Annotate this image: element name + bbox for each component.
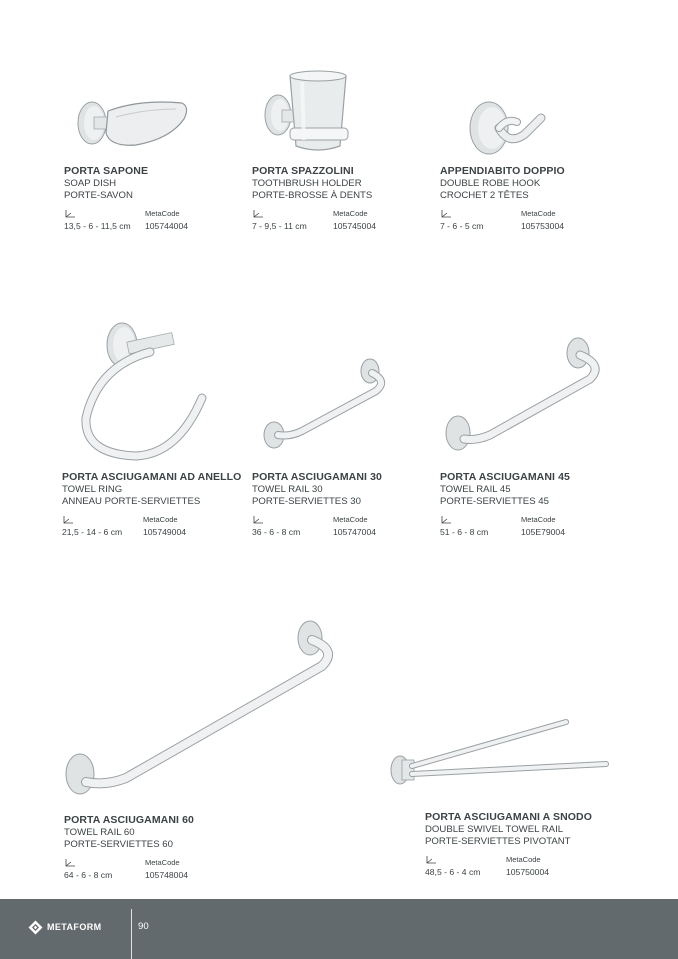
product-subtitle-en: SOAP DISH: [64, 177, 117, 189]
dimensions-icon: [440, 515, 452, 525]
product-code: 105744004: [145, 220, 189, 231]
metacode-label: MetaCode: [506, 854, 541, 864]
product-subtitle-en: DOUBLE ROBE HOOK: [440, 177, 541, 189]
towel-rail-60-image: [62, 618, 342, 803]
product-title: PORTA ASCIUGAMANI 45: [440, 471, 570, 483]
brand-logo: [28, 919, 102, 935]
robe-hook-image: [465, 98, 550, 160]
brand-name: METAFORM: [47, 922, 102, 932]
product-subtitle-fr: PORTE-SERVIETTES PIVOTANT: [425, 836, 571, 847]
toothbrush-holder-image: [262, 70, 362, 165]
product-dimensions: 13,5 - 6 - 11,5 cm: [64, 220, 131, 231]
product-title: PORTA ASCIUGAMANI 60: [64, 814, 194, 826]
metaform-diamond-logo: [28, 920, 43, 935]
dimensions-icon: [252, 515, 264, 525]
product-info: [425, 811, 625, 880]
product-subtitle-fr: PORTE-SAVON: [64, 190, 133, 201]
metacode-label: MetaCode: [333, 208, 368, 218]
product-subtitle-en: TOWEL RING: [62, 483, 123, 495]
metacode-label: MetaCode: [521, 514, 556, 524]
product-code: 105747004: [333, 526, 377, 537]
product-dimensions: 36 - 6 - 8 cm: [252, 526, 301, 537]
swivel-towel-rail-image: [388, 712, 614, 792]
product-subtitle-en: TOWEL RAIL 45: [440, 483, 511, 495]
product-subtitle-fr: ANNEAU PORTE-SERVIETTES: [62, 496, 201, 507]
product-subtitle-fr: PORTE-SERVIETTES 45: [440, 496, 549, 507]
product-title: PORTA SAPONE: [64, 165, 149, 177]
dimensions-icon: [252, 209, 264, 219]
product-code: 105753004: [521, 220, 565, 231]
product-subtitle-en: DOUBLE SWIVEL TOWEL RAIL: [425, 823, 564, 835]
product-info: [62, 471, 262, 540]
product-code: 105748004: [145, 869, 189, 880]
product-info: [440, 165, 640, 234]
metacode-label: MetaCode: [145, 208, 180, 218]
product-title: PORTA SPAZZOLINI: [252, 165, 354, 177]
product-dimensions: 64 - 6 - 8 cm: [64, 869, 113, 880]
product-subtitle-en: TOWEL RAIL 60: [64, 826, 135, 838]
dimensions-icon: [64, 858, 76, 868]
product-dimensions: 7 - 9,5 - 11 cm: [252, 220, 307, 231]
footer-divider: [131, 909, 132, 959]
product-title: PORTA ASCIUGAMANI A SNODO: [425, 811, 592, 823]
dimensions-icon: [425, 855, 437, 865]
product-code: 105749004: [143, 526, 187, 537]
product-dimensions: 21,5 - 14 - 6 cm: [62, 526, 123, 537]
product-info: [64, 165, 264, 234]
towel-rail-30-image: [262, 357, 392, 452]
towel-rail-45-image: [444, 335, 609, 455]
metacode-label: MetaCode: [143, 514, 178, 524]
dimensions-icon: [64, 209, 76, 219]
product-info: [64, 814, 264, 883]
metacode-label: MetaCode: [521, 208, 556, 218]
product-info: [440, 471, 640, 540]
product-subtitle-fr: PORTE-BROSSE À DENTS: [252, 190, 373, 201]
product-code: 105E79004: [521, 526, 565, 537]
product-subtitle-en: TOOTHBRUSH HOLDER: [252, 177, 362, 189]
product-title: APPENDIABITO DOPPIO: [440, 165, 565, 177]
product-title: PORTA ASCIUGAMANI AD ANELLO: [62, 471, 242, 483]
product-dimensions: 48,5 - 6 - 4 cm: [425, 866, 481, 877]
page-number: 90: [138, 921, 149, 932]
product-subtitle-en: TOWEL RAIL 30: [252, 483, 323, 495]
product-dimensions: 51 - 6 - 8 cm: [440, 526, 489, 537]
product-title: PORTA ASCIUGAMANI 30: [252, 471, 382, 483]
page-footer: [0, 899, 678, 959]
towel-ring-image: [78, 318, 213, 463]
product-subtitle-fr: PORTE-SERVIETTES 60: [64, 839, 173, 850]
product-subtitle-fr: CROCHET 2 TÊTES: [440, 190, 529, 201]
soap-dish-image: [70, 95, 195, 155]
product-code: 105745004: [333, 220, 377, 231]
product-code: 105750004: [506, 866, 550, 877]
metacode-label: MetaCode: [333, 514, 368, 524]
product-subtitle-fr: PORTE-SERVIETTES 30: [252, 496, 361, 507]
dimensions-icon: [62, 515, 74, 525]
product-info: [252, 471, 452, 540]
metacode-label: MetaCode: [145, 857, 180, 867]
dimensions-icon: [440, 209, 452, 219]
product-dimensions: 7 - 6 - 5 cm: [440, 220, 484, 231]
product-info: [252, 165, 452, 234]
